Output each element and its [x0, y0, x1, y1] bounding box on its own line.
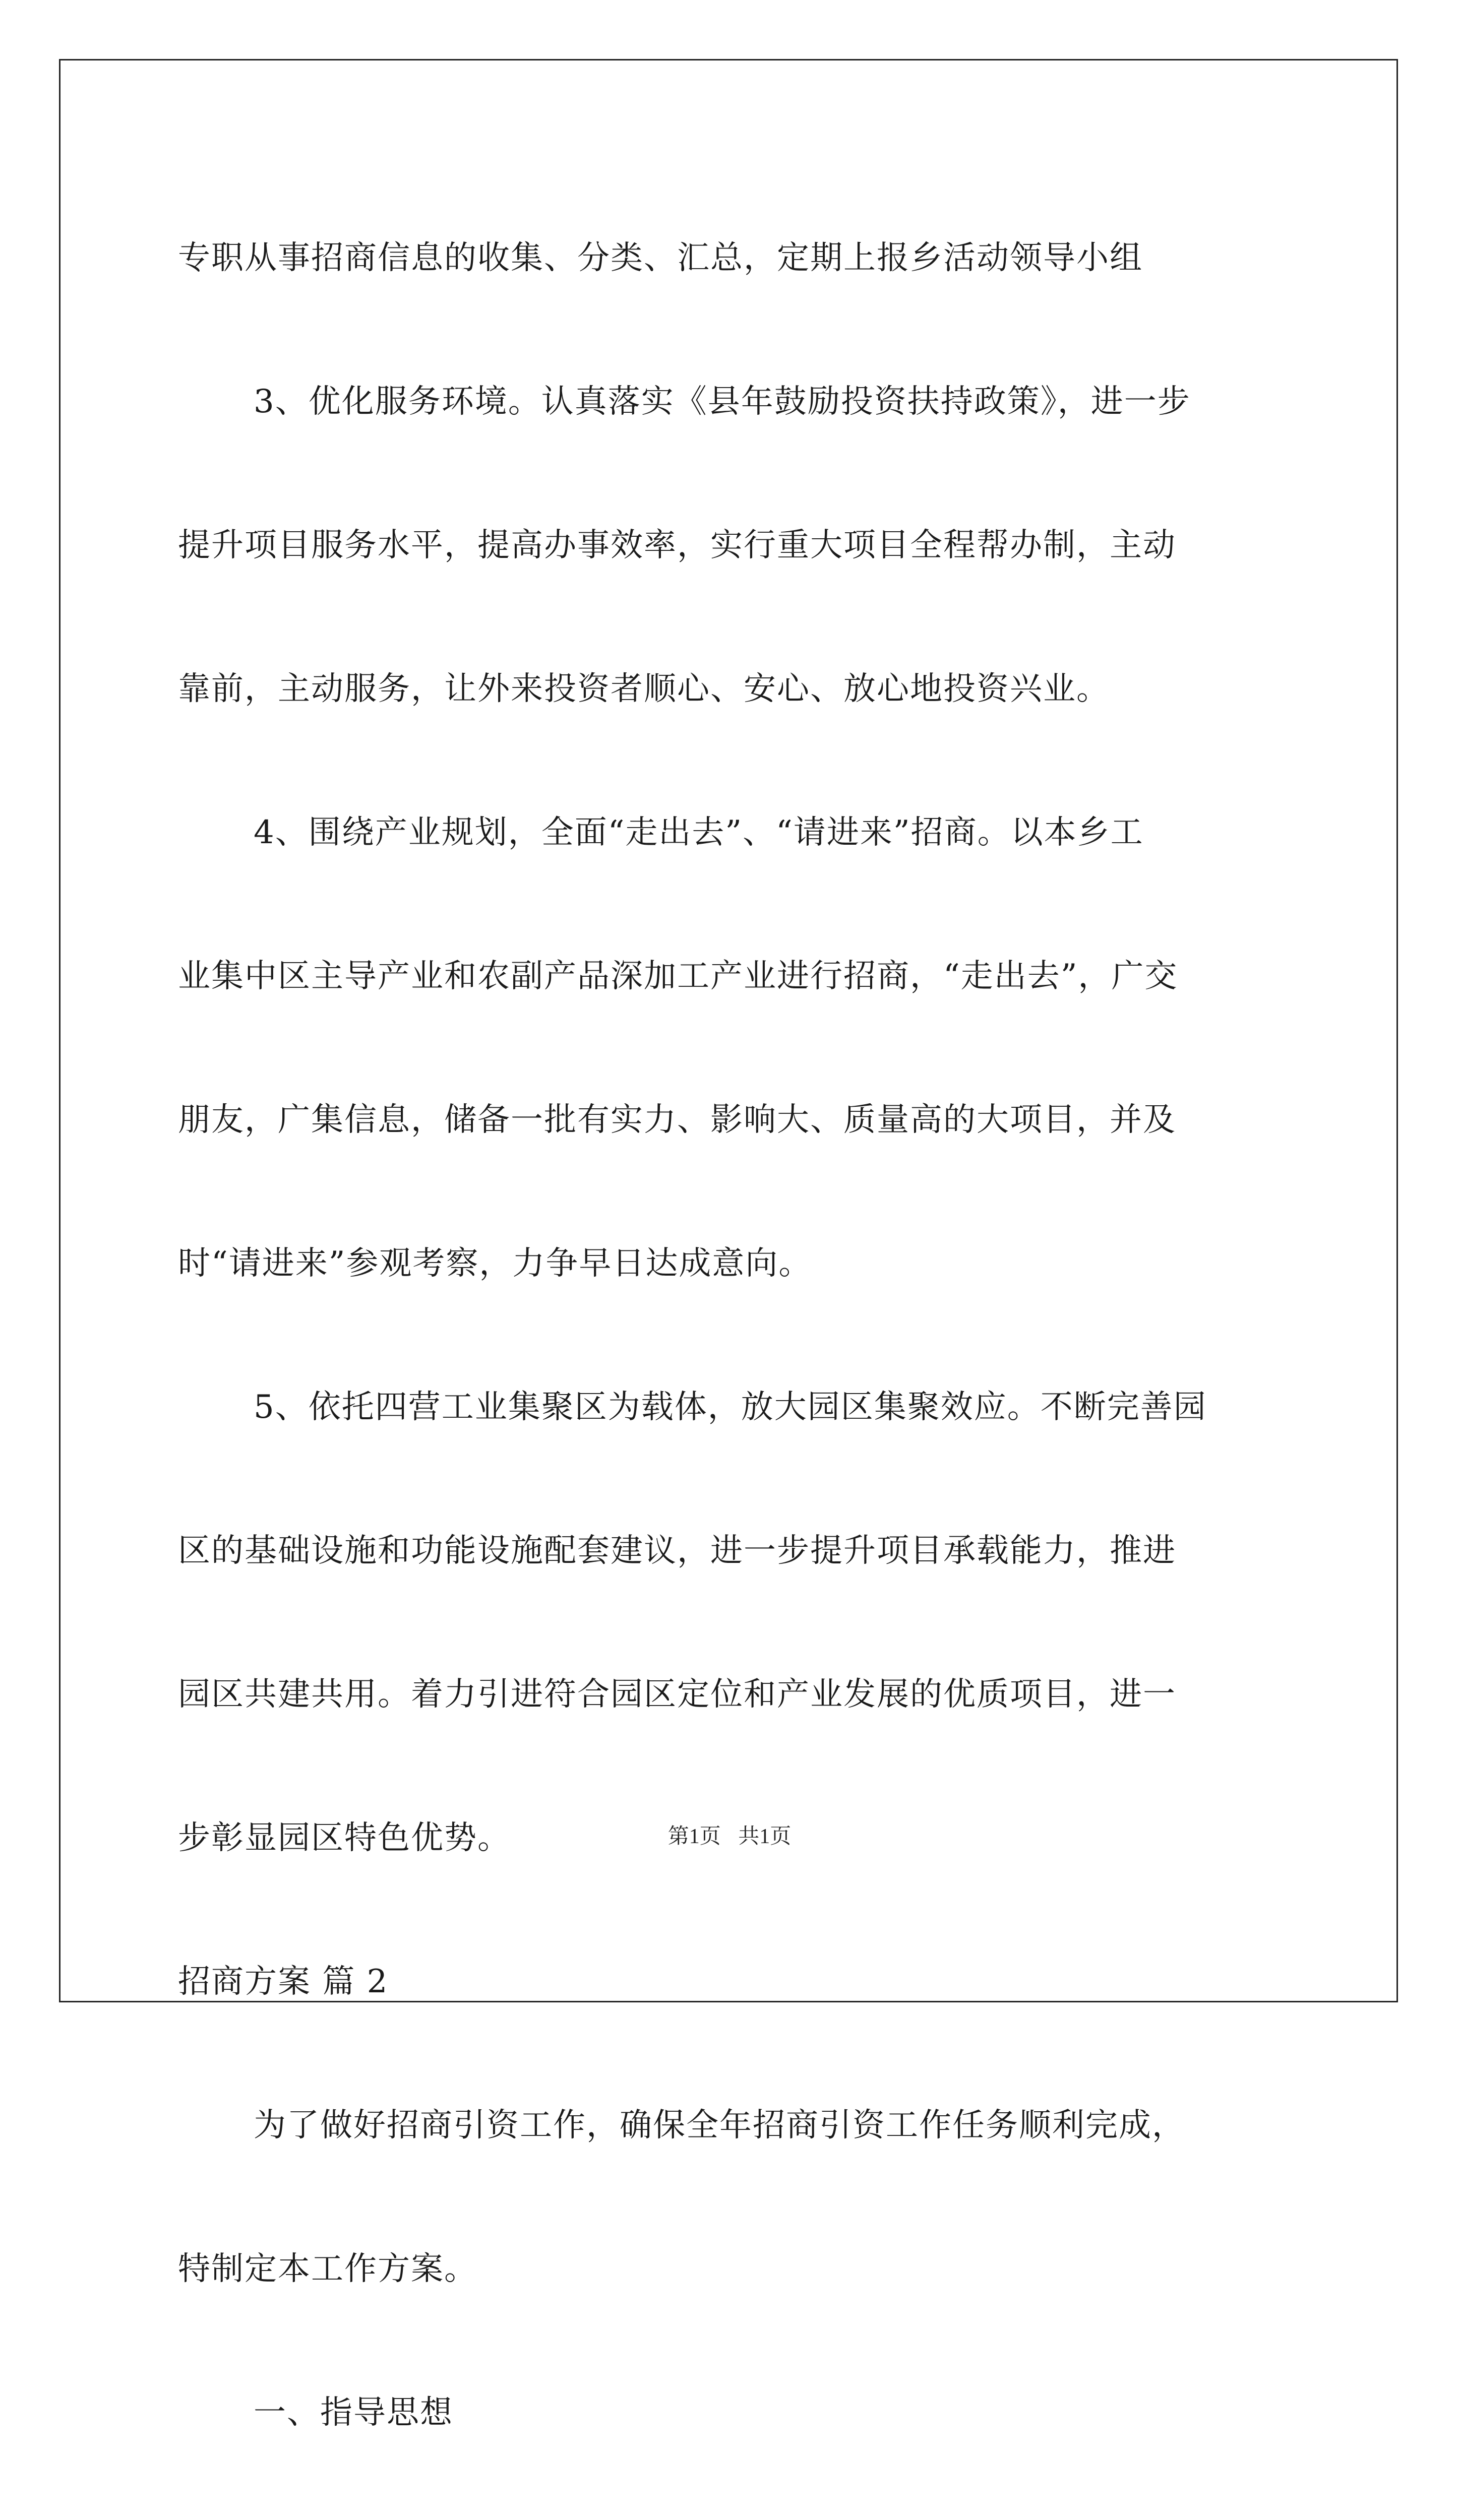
body-line: 专职从事招商信息的收集、分类、汇总，定期上报乡活动领导小组 [178, 239, 1143, 277]
body-line: 提升项目服务水平，提高办事效率，实行重大项目全程帮办制，主动 [178, 527, 1176, 564]
page-total: 共1页 [738, 1825, 792, 1848]
body-line: 朋友，广集信息，储备一批有实力、影响大、质量高的大项目，并及 [178, 1101, 1176, 1139]
body-line: 为了做好招商引资工作，确保全年招商引资工作任务顺利完成， [254, 2107, 1185, 2144]
page-number: 第1页 [667, 1825, 721, 1848]
body-line: 4、围绕产业规划，全面“走出去”、“请进来”招商。以本乡工 [254, 814, 1144, 851]
body-line: 步彰显园区特色优势。 [178, 1819, 511, 1857]
subsection-heading: 一、指导思想 [254, 2394, 453, 2431]
page-footer [0, 1819, 1459, 1850]
body-line: 区的基础设施和功能设施配套建议，进一步提升项目承载能力，推进 [178, 1532, 1176, 1569]
body-line: 3、优化服务环境。认真落实《县年鼓励投资扶持政策》，进一步 [254, 383, 1191, 420]
body-line: 特制定本工作方案。 [178, 2250, 477, 2288]
body-line: 时“请进来”参观考察，力争早日达成意向。 [178, 1245, 812, 1282]
body-line: 园区共建共用。着力引进符合园区定位和产业发展的优质项目，进一 [178, 1676, 1176, 1713]
body-line: 业集中区主导产业和农副产品深加工产业进行招商，“走出去”，广交 [178, 958, 1178, 995]
section-heading: 招商方案 篇 2 [178, 1963, 389, 2000]
body-line: 靠前，主动服务，让外来投资者顺心、安心、放心地投资兴业。 [178, 670, 1110, 708]
document-body [178, 186, 1287, 2520]
body-line: 5、依托四营工业集聚区为载体，放大园区集聚效应。不断完善园 [254, 1389, 1207, 1426]
body-line [178, 2485, 1287, 2520]
